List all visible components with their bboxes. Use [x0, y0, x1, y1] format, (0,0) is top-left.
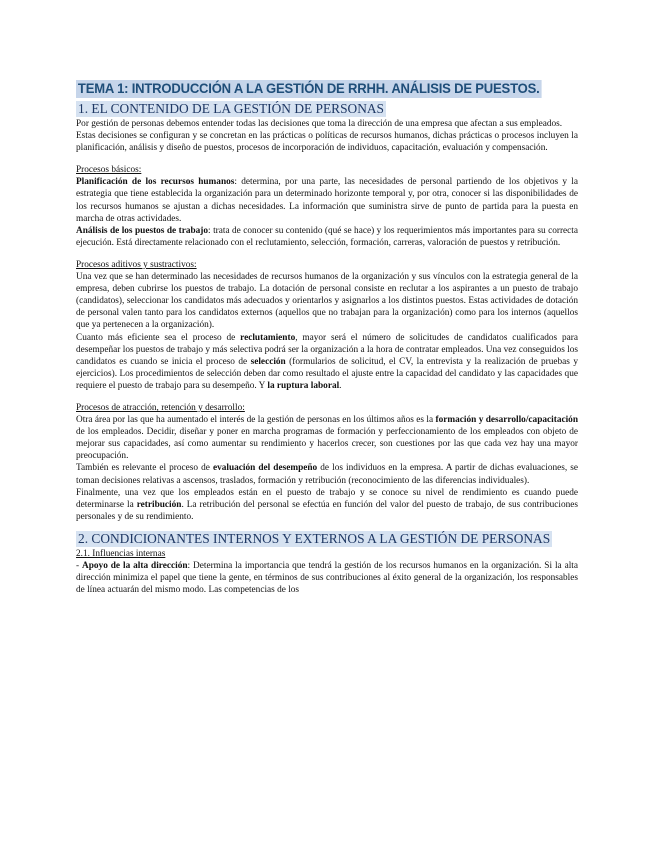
training-paragraph: Otra área por las que ha aumentado el interés de la gestión de personas en los últimos años es la formación y desarrollo/capacitación de los empleados. Decidir, diseñar y poner en marcha programas de formación y perfeccionamiento de los empleados con objeto de mejorar sus capacidades, así como aumentar su rendimiento y hacerlos crecer, son cuestiones por las que cada vez hay una mayor preocupación.: [76, 415, 578, 462]
planning-paragraph: Planificación de los recursos humanos: determina, por una parte, las necesidades de personal partiendo de los objetivos y la estrategia que tiene establecida la organización para un determinado horizonte temporal y, por otra, conocer si las disponibilidades de los recursos humanos se ajustan a dichas necesidades. La información que suministra sirve de punto de partida para la puesta en marcha de otras actividades.: [76, 177, 579, 224]
section-2-heading: 2. CONDICIONANTES INTERNOS Y EXTERNOS A LA GESTIÓN DE PERSONAS: [78, 530, 551, 546]
compensation-paragraph: Finalmente, una vez que los empleados están en el puesto de trabajo y se conoce su nivel de rendimiento es cuando puede determinarse la retribución. La retribución del personal se efectúa en función del valor del puesto de trabajo, de sus contribuciones personales y de su rendimiento.: [76, 487, 578, 522]
internal-influences-heading: 2.1. Influencias internas: [76, 548, 166, 559]
evaluation-paragraph: También es relevante el proceso de evaluación del desempeño de los individuos en la empresa. A partir de dichas evaluaciones, se toman decisiones relativas a ascensos, traslados, formación y retribución (reconocimiento de las diferencias individuales).: [76, 463, 578, 486]
intro-paragraph-2: Estas decisiones se configuran y se concretan en las prácticas o políticas de recursos humanos, dichas prácticas o procesos incluyen la planificación, análisis y diseño de puestos, procesos de incorporación de individuos, capacitación, evaluación y compensación.: [76, 131, 578, 154]
staffing-paragraph: Una vez que se han determinado las necesidades de recursos humanos de la organización y sus vínculos con la estrategia general de la empresa, deben cubrirse los puestos de trabajo. La dotación de personal consiste en reclutar a los aspirantes a un puesto de trabajo (candidatos), seleccionar los candidatos más adecuados y orientarlos y asignarlos a los distintos puestos. Estas actividades de dotación de personal valen tanto para los candidatos externos (aquellos que no trabajan para la organización) como para los internos (aquellos que ya pertenecen a la organización).: [76, 272, 578, 331]
attraction-processes-heading: Procesos de atracción, retención y desarrollo:: [76, 402, 245, 413]
training-term: formación y desarrollo/capacitación: [435, 415, 578, 426]
basic-processes-heading: Procesos básicos:: [76, 165, 142, 176]
recruitment-term: reclutamiento: [240, 332, 296, 343]
evaluation-term: evaluación del desempeño: [212, 463, 318, 474]
termination-term: la ruptura laboral: [267, 380, 340, 391]
recruitment-paragraph: Cuanto más eficiente sea el proceso de reclutamiento, mayor será el número de solicitudes de candidatos cualificados para desempeñar los puestos de trabajo y más selectiva podrá ser la organización a la hora de contratar empleados. Una vez conseguidos los candidatos es cuando se inicia el proceso de selección (formularios de solicitud, el CV, la entrevista y la realización de pruebas y ejercicios). Los procedimientos de selección deben dar como resultado el ajuste entre la capacidad del candidato y las capacidades que requiere el puesto de trabajo para su desempeño. Y la ruptura laboral.: [76, 332, 579, 391]
document-body: [76, 80, 578, 596]
additive-processes-heading: Procesos aditivos y sustractivos:: [76, 259, 197, 270]
job-analysis-paragraph: Análisis de los puestos de trabajo: trata de conocer su contenido (qué se hace) y los requerimientos más importantes para su correcta ejecución. Está directamente relacionado con el reclutamiento, selección, formación, carreras, valoración de puestos y retribución.: [76, 225, 578, 248]
compensation-term: retribución: [136, 499, 182, 510]
section-1-heading: 1. EL CONTENIDO DE LA GESTIÓN DE PERSONAS: [78, 101, 384, 116]
section-1: [76, 100, 578, 523]
section-2: [76, 523, 578, 596]
management-support-paragraph: - Apoyo de la alta dirección: Determina la importancia que tendrá la gestión de los recursos humanos en la organización. Si la alta dirección minimiza el papel que tiene la gente, en términos de sus contribuciones al éxito general de la organización, los responsables de línea actuarán del mismo modo. Las competencias de los: [76, 561, 578, 596]
main-title: TEMA 1: INTRODUCCIÓN A LA GESTIÓN DE RRHH. ANÁLISIS DE PUESTOS.: [77, 81, 540, 96]
selection-term: selección: [250, 356, 286, 367]
management-support-term: Apoyo de la alta dirección: [82, 561, 188, 571]
planning-term: Planificación de los recursos humanos: [76, 177, 235, 188]
job-analysis-term: Análisis de los puestos de trabajo: [76, 225, 209, 236]
intro-paragraph-1: Por gestión de personas debemos entender todas las decisiones que toma la dirección de una empresa que afectan a sus empleados.: [76, 119, 563, 129]
